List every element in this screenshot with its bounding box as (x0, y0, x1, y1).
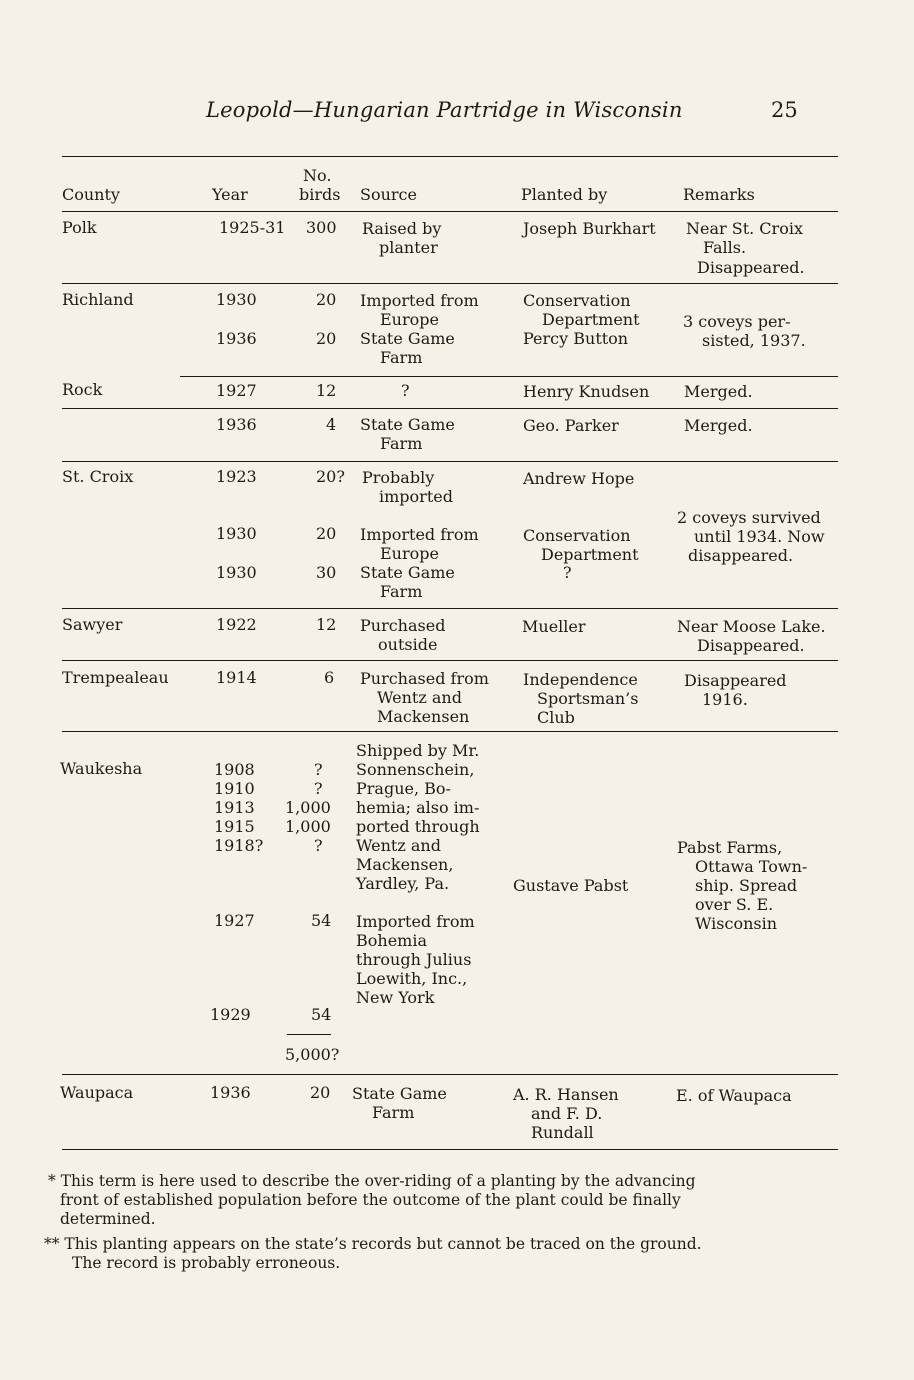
birds-cell: 20 (316, 290, 337, 309)
source-cell: Loewith, Inc., (356, 969, 468, 988)
page-number: 25 (771, 98, 798, 122)
source-cell: Europe (380, 544, 439, 563)
row-rule (180, 376, 838, 377)
planted-by-cell: Joseph Burkhart (523, 219, 656, 238)
remarks-cell: ship. Spread (695, 876, 798, 895)
col-header-source: Source (360, 185, 417, 204)
planted-by-cell: Conservation (523, 526, 631, 545)
source-cell: ? (401, 381, 410, 400)
remarks-cell: E. of Waupaca (676, 1086, 792, 1105)
year-cell: 1915 (214, 817, 255, 836)
remarks-cell: 2 coveys survived (677, 508, 821, 527)
birds-cell: 6 (324, 668, 335, 687)
running-title: Leopold—Hungarian Partridge in Wisconsin (206, 98, 683, 122)
source-cell: ported through (356, 817, 480, 836)
footnote-line: The record is probably erroneous. (72, 1254, 341, 1272)
birds-total: 5,000? (285, 1045, 340, 1064)
planted-by-cell: Mueller (522, 617, 586, 636)
remarks-cell: until 1934. Now (694, 527, 825, 546)
year-cell: 1908 (214, 760, 255, 779)
remarks-cell: Disappeared. (697, 258, 805, 277)
remarks-cell: Falls. (703, 238, 747, 257)
remarks-cell: Pabst Farms, (677, 838, 783, 857)
year-cell: 1936 (216, 415, 257, 434)
footnote-line: determined. (60, 1210, 156, 1228)
planted-by-cell: Rundall (531, 1123, 594, 1142)
county-sawyer: Sawyer (62, 615, 123, 634)
birds-cell: 1,000 (285, 798, 331, 817)
planted-by-cell: Club (537, 708, 575, 727)
row-rule (62, 408, 838, 409)
planted-by-cell: Sportsman’s (537, 689, 639, 708)
row-rule (62, 461, 838, 462)
year-cell: 1930 (216, 563, 257, 582)
county-richland: Richland (62, 290, 134, 309)
planted-by-cell: and F. D. (531, 1104, 603, 1123)
row-rule (62, 660, 838, 661)
planted-by-cell: ? (563, 563, 572, 582)
col-header-year: Year (212, 185, 248, 204)
year-cell: 1927 (214, 911, 255, 930)
birds-cell: 54 (311, 911, 332, 930)
remarks-cell: Ottawa Town- (695, 857, 808, 876)
source-cell: Prague, Bo- (356, 779, 451, 798)
source-cell: Mackensen, (356, 855, 454, 874)
source-cell: outside (378, 635, 438, 654)
year-cell: 1925-31 (219, 218, 286, 237)
col-header-planted-by: Planted by (521, 185, 608, 204)
planted-by-cell: Andrew Hope (523, 469, 635, 488)
planted-by-cell: Percy Button (523, 329, 629, 348)
source-cell: Bohemia (356, 931, 427, 950)
birds-cell: ? (314, 760, 323, 779)
source-cell: Farm (380, 434, 423, 453)
source-cell: Farm (380, 582, 423, 601)
source-cell: State Game (352, 1084, 447, 1103)
source-cell: Yardley, Pa. (356, 874, 450, 893)
planted-by-cell: Henry Knudsen (523, 382, 650, 401)
source-cell: Wentz and (356, 836, 441, 855)
remarks-cell: over S. E. (695, 895, 774, 914)
remarks-cell: Wisconsin (695, 914, 778, 933)
source-cell: Purchased (360, 616, 446, 635)
birds-cell: 20 (310, 1083, 331, 1102)
year-cell: 1913 (214, 798, 255, 817)
source-cell: State Game (360, 415, 455, 434)
year-cell: 1922 (216, 615, 257, 634)
remarks-cell: sisted, 1937. (702, 331, 806, 350)
source-cell: New York (356, 988, 435, 1007)
source-cell: planter (379, 238, 438, 257)
col-header-remarks: Remarks (683, 185, 755, 204)
source-cell: hemia; also im- (356, 798, 480, 817)
county-rock: Rock (62, 380, 103, 399)
source-cell: State Game (360, 563, 455, 582)
county-waukesha: Waukesha (60, 759, 143, 778)
col-header-county: County (62, 185, 120, 204)
source-cell: Europe (380, 310, 439, 329)
birds-cell: 30 (316, 563, 337, 582)
footnote-line: front of established population before the outcome of the plant could be finally (60, 1191, 681, 1209)
birds-cell: 54 (311, 1005, 332, 1024)
year-cell: 1936 (216, 329, 257, 348)
birds-cell: 20? (316, 467, 345, 486)
row-rule (62, 608, 838, 609)
planted-by-cell: Geo. Parker (523, 416, 619, 435)
birds-cell: 12 (316, 381, 337, 400)
source-cell: Probably (362, 468, 435, 487)
birds-cell: ? (314, 779, 323, 798)
birds-cell: 20 (316, 524, 337, 543)
year-cell: 1914 (216, 668, 257, 687)
planted-by-cell: Conservation (523, 291, 631, 310)
year-cell: 1910 (214, 779, 255, 798)
source-cell: Raised by (362, 219, 442, 238)
source-cell: Imported from (356, 912, 475, 931)
birds-cell: 4 (326, 415, 337, 434)
footnote-line: * This term is here used to describe the over-riding of a planting by the advancing (48, 1172, 696, 1190)
remarks-cell: 1916. (702, 690, 748, 709)
remarks-cell: Disappeared. (697, 636, 805, 655)
county-st-croix: St. Croix (62, 467, 134, 486)
planted-by-cell: Independence (523, 670, 638, 689)
table-bottom-rule (62, 1149, 838, 1150)
birds-cell: 1,000 (285, 817, 331, 836)
table-top-rule (62, 156, 838, 157)
county-polk: Polk (62, 218, 97, 237)
remarks-cell: Disappeared (684, 671, 787, 690)
remarks-cell: disappeared. (688, 546, 794, 565)
col-header-no: No. (303, 166, 332, 185)
year-cell: 1930 (216, 524, 257, 543)
planted-by-cell: Department (541, 545, 639, 564)
birds-cell: ? (314, 836, 323, 855)
source-cell: Sonnenschein, (356, 760, 475, 779)
year-cell: 1936 (210, 1083, 251, 1102)
year-cell: 1918? (214, 836, 264, 855)
planted-by-cell: A. R. Hansen (513, 1085, 619, 1104)
year-cell: 1923 (216, 467, 257, 486)
source-cell: Imported from (360, 525, 479, 544)
source-cell: Mackensen (377, 707, 470, 726)
source-cell: through Julius (356, 950, 472, 969)
birds-cell: 12 (316, 615, 337, 634)
sum-rule (287, 1034, 331, 1035)
birds-cell: 300 (306, 218, 337, 237)
remarks-cell: Near St. Croix (686, 219, 803, 238)
year-cell: 1929 (210, 1005, 251, 1024)
source-cell: Purchased from (360, 669, 489, 688)
footnote-line: ** This planting appears on the state’s records but cannot be traced on the ground. (44, 1235, 702, 1253)
planted-by-cell: Department (542, 310, 640, 329)
remarks-cell: Near Moose Lake. (677, 617, 826, 636)
source-cell: Farm (372, 1103, 415, 1122)
year-cell: 1930 (216, 290, 257, 309)
county-waupaca: Waupaca (60, 1083, 134, 1102)
source-cell: Wentz and (377, 688, 462, 707)
row-rule (62, 1074, 838, 1075)
planted-by-cell: Gustave Pabst (513, 876, 629, 895)
header-rule (62, 211, 838, 212)
remarks-cell: 3 coveys per- (683, 312, 791, 331)
county-trempealeau: Trempealeau (62, 668, 169, 687)
col-header-birds: birds (299, 185, 341, 204)
row-rule (62, 731, 838, 732)
source-cell: Imported from (360, 291, 479, 310)
remarks-cell: Merged. (684, 382, 753, 401)
source-cell: State Game (360, 329, 455, 348)
source-cell: imported (379, 487, 453, 506)
birds-cell: 20 (316, 329, 337, 348)
row-rule (62, 283, 838, 284)
source-cell: Shipped by Mr. (356, 741, 480, 760)
year-cell: 1927 (216, 381, 257, 400)
source-cell: Farm (380, 348, 423, 367)
remarks-cell: Merged. (684, 416, 753, 435)
